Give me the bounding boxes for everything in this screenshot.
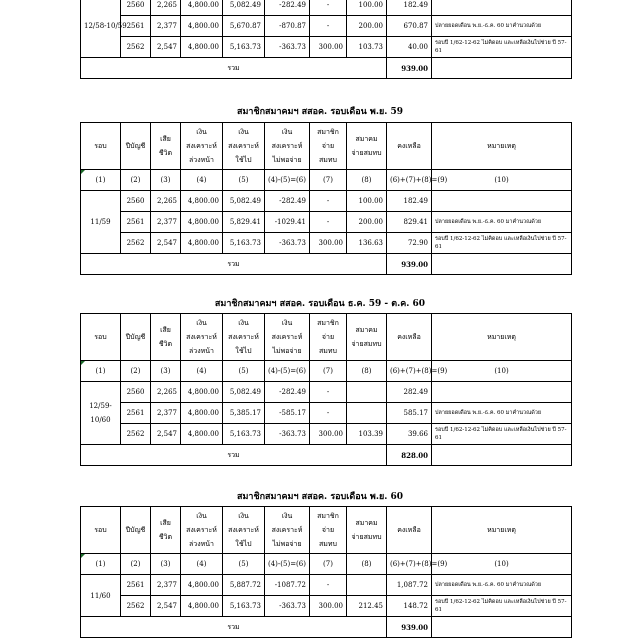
header-advance: เงิน สงเคราะห์ ล่วงหน้า (181, 507, 223, 554)
member-pay-cell: - (310, 212, 347, 233)
used-cell: 5,163.73 (223, 596, 265, 617)
assoc-pay-cell: 200.00 (347, 212, 387, 233)
header-used: เงิน สงเคราะห์ ใช้ไป (223, 507, 265, 554)
used-cell: 5,082.49 (223, 382, 265, 403)
unpaid-cell: -363.73 (265, 37, 310, 58)
header-remaining: คงเหลือ (387, 507, 432, 554)
used-cell: 5,670.87 (223, 16, 265, 37)
round-cell: 12/58-10/59 (81, 0, 121, 58)
numbering-cell: (2) (121, 170, 151, 191)
header-assoc-pays: สมาคม จ่ายสมทบ (347, 314, 387, 361)
round-cell: 12/59-10/60 (81, 382, 121, 445)
member-pay-cell: - (310, 0, 347, 16)
year-cell: 2561 (121, 212, 151, 233)
advance-cell: 4,800.00 (181, 596, 223, 617)
used-cell: 5,887.72 (223, 575, 265, 596)
advance-cell: 4,800.00 (181, 16, 223, 37)
total-row (81, 254, 572, 275)
note-cell: ปลายยอดเดือน พ.ย.-ธ.ค. 60 มาคำนวณด้วย (432, 16, 572, 37)
table-row (81, 0, 572, 16)
table-section-3 (80, 506, 572, 638)
advance-cell: 4,800.00 (181, 0, 223, 16)
deceased-cell: 2,377 (151, 212, 181, 233)
assoc-pay-cell (347, 403, 387, 424)
advance-cell: 4,800.00 (181, 575, 223, 596)
deceased-cell: 2,265 (151, 0, 181, 16)
advance-cell: 4,800.00 (181, 191, 223, 212)
header-deceased: เสียชีวิต (151, 314, 181, 361)
numbering-cell: (3) (151, 554, 181, 575)
assoc-pay-cell: 136.63 (347, 233, 387, 254)
note-cell: รอบปี 1/62-12-62 ไม่คิดอบ และเหลือเงินไปช่วย ปี 57-61 (432, 424, 572, 445)
table-row (81, 37, 572, 58)
numbering-cell: (1) (81, 170, 121, 191)
header-used: เงิน สงเคราะห์ ใช้ไป (223, 314, 265, 361)
numbering-cell: (6)+(7)+(8)=(9) (387, 170, 432, 191)
header-row (81, 314, 572, 361)
header-fiscal-year: ปีบัญชี (121, 123, 151, 170)
table-row (81, 16, 572, 37)
assoc-pay-cell: 200.00 (347, 16, 387, 37)
note-cell: รอบปี 1/62-12-62 ไม่คิดอบ และเหลือเงินไปช่วย ปี 57-61 (432, 37, 572, 58)
table-row (81, 424, 572, 445)
header-unpaid: เงิน สงเคราะห์ ไม่พอจ่าย (265, 314, 310, 361)
member-pay-cell: - (310, 16, 347, 37)
year-cell: 2560 (121, 0, 151, 16)
table-row (81, 382, 572, 403)
total-row (81, 58, 572, 79)
remaining-cell: 39.66 (387, 424, 432, 445)
deceased-cell: 2,547 (151, 37, 181, 58)
unpaid-cell: -282.49 (265, 0, 310, 16)
numbering-cell: (10) (432, 554, 572, 575)
numbering-cell: (3) (151, 361, 181, 382)
advance-cell: 4,800.00 (181, 403, 223, 424)
advance-cell: 4,800.00 (181, 212, 223, 233)
member-pay-cell: 300.00 (310, 596, 347, 617)
header-note: หมายเหตุ (432, 123, 572, 170)
numbering-cell: (7) (310, 361, 347, 382)
numbering-cell: (1) (81, 554, 121, 575)
total-label: รวม (81, 58, 387, 79)
numbering-cell: (8) (347, 361, 387, 382)
numbering-cell: (3) (151, 170, 181, 191)
total-value: 828.00 (387, 445, 432, 466)
remaining-cell: 282.49 (387, 382, 432, 403)
year-cell: 2562 (121, 233, 151, 254)
table-row (81, 233, 572, 254)
numbering-row (81, 361, 572, 382)
note-cell (432, 382, 572, 403)
numbering-cell: (4)-(5)=(6) (265, 170, 310, 191)
assoc-pay-cell: 103.73 (347, 37, 387, 58)
round-cell: 11/59 (81, 191, 121, 254)
advance-cell: 4,800.00 (181, 233, 223, 254)
unpaid-cell: -363.73 (265, 233, 310, 254)
total-label: รวม (81, 445, 387, 466)
year-cell: 2561 (121, 575, 151, 596)
header-member-pays: สมาชิก จ่ายสมทบ (310, 507, 347, 554)
total-value: 939.00 (387, 58, 432, 79)
header-assoc-pays: สมาคม จ่ายสมทบ (347, 123, 387, 170)
deceased-cell: 2,547 (151, 233, 181, 254)
header-note: หมายเหตุ (432, 314, 572, 361)
table-section-1 (80, 122, 572, 275)
remaining-cell: 40.00 (387, 37, 432, 58)
table-row (81, 191, 572, 212)
deceased-cell: 2,547 (151, 596, 181, 617)
numbering-cell: (4) (181, 170, 223, 191)
header-deceased: เสียชีวิต (151, 507, 181, 554)
deceased-cell: 2,377 (151, 575, 181, 596)
section-title: สมาชิกสมาคมฯ สสอค. รอบเดือน พ.ย. 59 (236, 107, 404, 117)
numbering-cell: (4) (181, 554, 223, 575)
member-pay-cell: - (310, 575, 347, 596)
used-cell: 5,163.73 (223, 424, 265, 445)
used-cell: 5,829.41 (223, 212, 265, 233)
remaining-cell: 72.90 (387, 233, 432, 254)
section-title: สมาชิกสมาคมฯ สสอค. รอบเดือน พ.ย. 60 (236, 492, 404, 502)
assoc-pay-cell (347, 575, 387, 596)
year-cell: 2560 (121, 191, 151, 212)
unpaid-cell: -363.73 (265, 424, 310, 445)
year-cell: 2561 (121, 16, 151, 37)
header-fiscal-year: ปีบัญชี (121, 314, 151, 361)
header-note: หมายเหตุ (432, 507, 572, 554)
header-unpaid: เงิน สงเคราะห์ ไม่พอจ่าย (265, 507, 310, 554)
numbering-cell: (4) (181, 361, 223, 382)
unpaid-cell: -282.49 (265, 382, 310, 403)
table-section-2 (80, 313, 572, 466)
numbering-cell: (7) (310, 170, 347, 191)
deceased-cell: 2,377 (151, 16, 181, 37)
advance-cell: 4,800.00 (181, 382, 223, 403)
header-deceased: เสียชีวิต (151, 123, 181, 170)
table-row (81, 212, 572, 233)
numbering-cell: (10) (432, 361, 572, 382)
deceased-cell: 2,547 (151, 424, 181, 445)
numbering-cell: (2) (121, 554, 151, 575)
member-pay-cell: 300.00 (310, 37, 347, 58)
deceased-cell: 2,377 (151, 403, 181, 424)
advance-cell: 4,800.00 (181, 424, 223, 445)
member-pay-cell: - (310, 382, 347, 403)
table-row (81, 403, 572, 424)
unpaid-cell: -282.49 (265, 191, 310, 212)
remaining-cell: 182.49 (387, 0, 432, 16)
assoc-pay-cell: 212.45 (347, 596, 387, 617)
note-cell: ปลายยอดเดือน พ.ย.-ธ.ค. 60 มาคำนวณด้วย (432, 575, 572, 596)
numbering-row (81, 170, 572, 191)
numbering-cell: (1) (81, 361, 121, 382)
header-row (81, 507, 572, 554)
year-cell: 2562 (121, 596, 151, 617)
numbering-cell: (5) (223, 170, 265, 191)
total-label: รวม (81, 617, 387, 638)
header-round: รอบ (81, 123, 121, 170)
numbering-cell: (6)+(7)+(8)=(9) (387, 554, 432, 575)
note-cell (432, 191, 572, 212)
total-label: รวม (81, 254, 387, 275)
numbering-cell: (8) (347, 170, 387, 191)
member-pay-cell: - (310, 403, 347, 424)
unpaid-cell: -870.87 (265, 16, 310, 37)
used-cell: 5,082.49 (223, 0, 265, 16)
deceased-cell: 2,265 (151, 382, 181, 403)
header-fiscal-year: ปีบัญชี (121, 507, 151, 554)
remaining-cell: 1,087.72 (387, 575, 432, 596)
header-advance: เงิน สงเคราะห์ ล่วงหน้า (181, 123, 223, 170)
year-cell: 2561 (121, 403, 151, 424)
numbering-cell: (8) (347, 554, 387, 575)
header-advance: เงิน สงเคราะห์ ล่วงหน้า (181, 314, 223, 361)
note-cell (432, 0, 572, 16)
header-round: รอบ (81, 507, 121, 554)
advance-cell: 4,800.00 (181, 37, 223, 58)
table-row (81, 575, 572, 596)
assoc-pay-cell: 100.00 (347, 191, 387, 212)
unpaid-cell: -1029.41 (265, 212, 310, 233)
assoc-pay-cell (347, 382, 387, 403)
note-cell: รอบปี 1/62-12-62 ไม่คิดอบ และเหลือเงินไปช่วย ปี 57-61 (432, 233, 572, 254)
note-cell: ปลายยอดเดือน พ.ย.-ธ.ค. 60 มาคำนวณด้วย (432, 403, 572, 424)
total-value: 939.00 (387, 254, 432, 275)
numbering-cell: (5) (223, 554, 265, 575)
note-cell: รอบปี 1/62-12-62 ไม่คิดอบ และเหลือเงินไปช่วย ปี 57-61 (432, 596, 572, 617)
member-pay-cell: 300.00 (310, 233, 347, 254)
header-remaining: คงเหลือ (387, 123, 432, 170)
header-member-pays: สมาชิก จ่ายสมทบ (310, 123, 347, 170)
used-cell: 5,385.17 (223, 403, 265, 424)
remaining-cell: 829.41 (387, 212, 432, 233)
year-cell: 2562 (121, 37, 151, 58)
deceased-cell: 2,265 (151, 191, 181, 212)
numbering-cell: (4)-(5)=(6) (265, 361, 310, 382)
year-cell: 2562 (121, 424, 151, 445)
year-cell: 2560 (121, 382, 151, 403)
header-used: เงิน สงเคราะห์ ใช้ไป (223, 123, 265, 170)
used-cell: 5,163.73 (223, 233, 265, 254)
header-round: รอบ (81, 314, 121, 361)
remaining-cell: 182.49 (387, 191, 432, 212)
used-cell: 5,082.49 (223, 191, 265, 212)
header-row (81, 123, 572, 170)
assoc-pay-cell: 100.00 (347, 0, 387, 16)
header-unpaid: เงิน สงเคราะห์ ไม่พอจ่าย (265, 123, 310, 170)
remaining-cell: 148.72 (387, 596, 432, 617)
section-title: สมาชิกสมาคมฯ สสอค. รอบเดือน ธ.ค. 59 - ต.ค. 60 (214, 299, 426, 309)
numbering-cell: (2) (121, 361, 151, 382)
numbering-cell: (6)+(7)+(8)=(9) (387, 361, 432, 382)
total-row (81, 617, 572, 638)
remaining-cell: 670.87 (387, 16, 432, 37)
header-remaining: คงเหลือ (387, 314, 432, 361)
numbering-cell: (5) (223, 361, 265, 382)
used-cell: 5,163.73 (223, 37, 265, 58)
numbering-cell: (4)-(5)=(6) (265, 554, 310, 575)
note-cell: ปลายยอดเดือน พ.ย.-ธ.ค. 60 มาคำนวณด้วย (432, 212, 572, 233)
unpaid-cell: -1087.72 (265, 575, 310, 596)
round-cell: 11/60 (81, 575, 121, 617)
total-row (81, 445, 572, 466)
numbering-row (81, 554, 572, 575)
remaining-cell: 585.17 (387, 403, 432, 424)
numbering-cell: (7) (310, 554, 347, 575)
header-assoc-pays: สมาคม จ่ายสมทบ (347, 507, 387, 554)
table-section-0 (80, 0, 572, 79)
total-value: 939.00 (387, 617, 432, 638)
member-pay-cell: 300.00 (310, 424, 347, 445)
table-row (81, 596, 572, 617)
numbering-cell: (10) (432, 170, 572, 191)
header-member-pays: สมาชิก จ่ายสมทบ (310, 314, 347, 361)
assoc-pay-cell: 103.39 (347, 424, 387, 445)
member-pay-cell: - (310, 191, 347, 212)
unpaid-cell: -363.73 (265, 596, 310, 617)
unpaid-cell: -585.17 (265, 403, 310, 424)
